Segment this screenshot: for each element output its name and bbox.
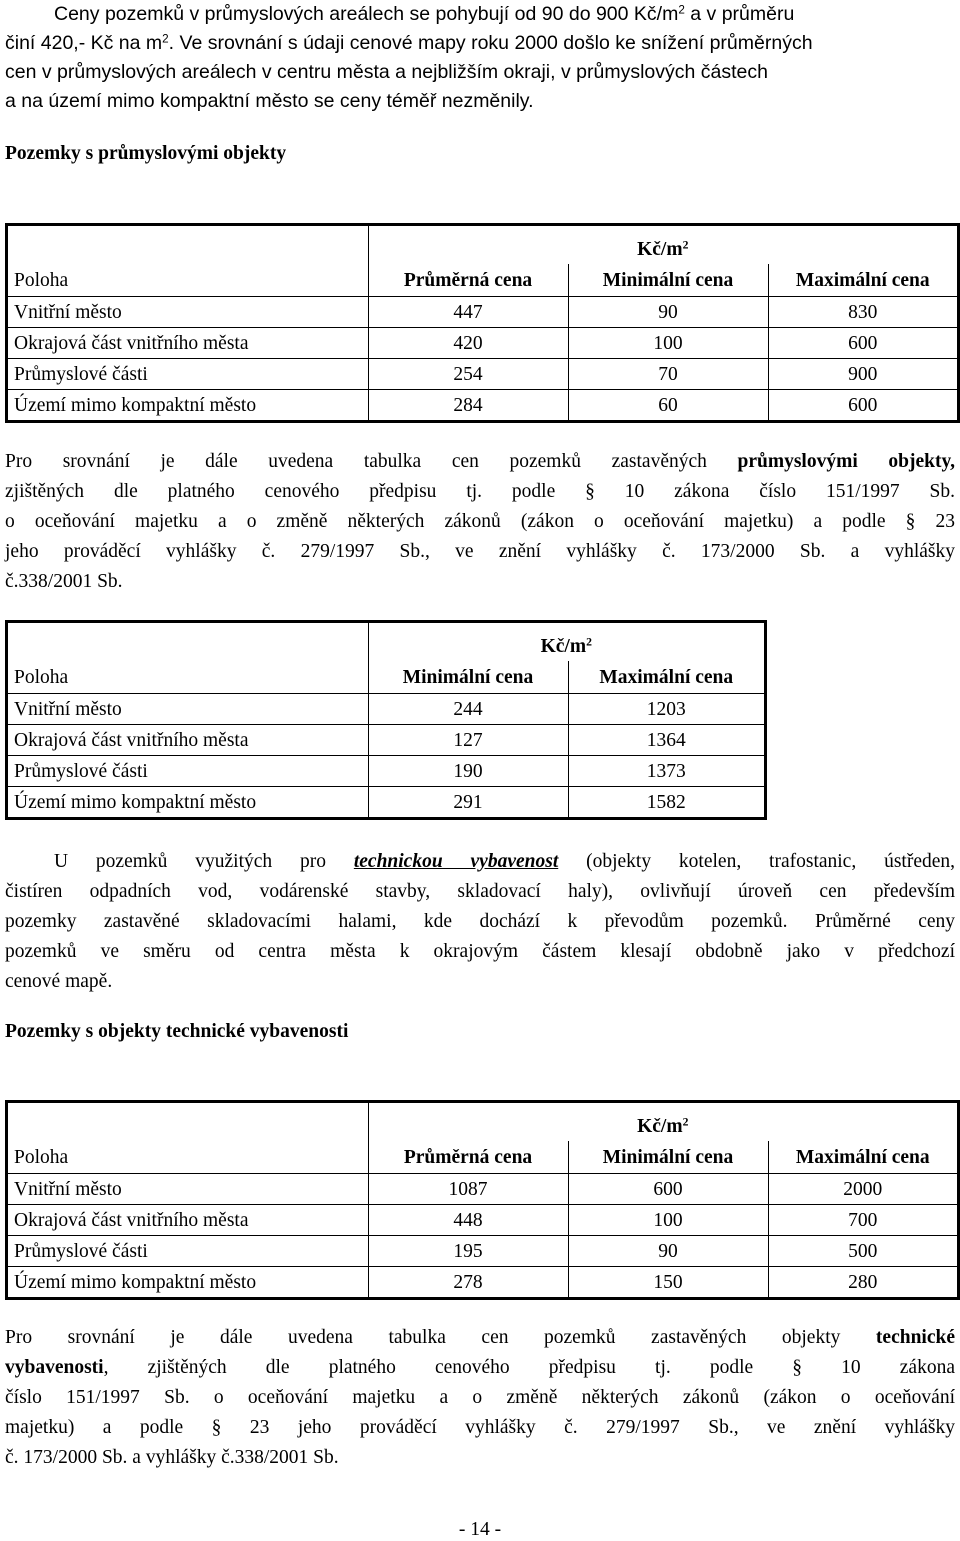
para2-line-2: zjištěných dle platného cenového předpisu tj. podle § 10 zákona číslo 151/1997 Sb. — [5, 481, 955, 502]
table-row — [8, 297, 957, 328]
para3-line-2: čistíren odpadních vod, vodárenské stavby, skladovací haly), ovlivňují úroveň cen především — [5, 881, 955, 902]
cell-location: Vnitřní město — [8, 297, 368, 328]
table-row — [8, 1236, 957, 1267]
cell-max: 1364 — [568, 725, 764, 756]
cell-location: Průmyslové části — [8, 359, 368, 390]
cell-max: 280 — [768, 1267, 957, 1298]
col-header-min: Minimální cena — [368, 661, 568, 694]
col-header-min: Minimální cena — [568, 1141, 768, 1174]
cell-avg: 1087 — [368, 1174, 568, 1205]
table-row — [8, 694, 764, 725]
para3-line-4: pozemků ve směru od centra města k okrajovým částem klesají obdobně jako v předchozí — [5, 941, 955, 962]
col-header-max: Maximální cena — [795, 269, 930, 291]
cell-max: 700 — [768, 1205, 957, 1236]
unit-header: $Kč/m^2$ — [637, 1115, 689, 1137]
cell-max: 830 — [768, 297, 957, 328]
table-industrial-regulated — [5, 620, 767, 820]
cell-location: Území mimo kompaktní město — [8, 1267, 368, 1298]
col-header-location: Poloha — [8, 264, 368, 297]
page-number: - 14 - — [458, 1519, 502, 1540]
cell-location: Okrajová část vnitřního města — [8, 328, 368, 359]
technical-paragraph — [5, 847, 955, 997]
table-industrial — [5, 223, 960, 423]
intro-paragraph — [5, 0, 955, 116]
cell-max: 2000 — [768, 1174, 957, 1205]
para2-line-5: č.338/2001 Sb. — [5, 571, 123, 592]
cell-max: 1203 — [568, 694, 764, 725]
table-row — [8, 359, 957, 390]
cell-location: Průmyslové části — [8, 756, 368, 787]
cell-max: 600 — [768, 390, 957, 421]
cell-location: Okrajová část vnitřního města — [8, 725, 368, 756]
unit-header: $Kč/m^2$ — [540, 635, 592, 657]
col-header-max: Maximální cena — [599, 666, 734, 688]
cell-min: 90 — [568, 297, 768, 328]
table-row — [8, 1267, 957, 1298]
table-row — [8, 1205, 957, 1236]
comparison-paragraph-industrial — [5, 447, 955, 597]
para3-line-3: pozemky zastavěné skladovacími halami, kde dochází k převodům pozemků. Průměrné ceny — [5, 911, 955, 932]
intro-line-4: a na území mimo kompaktní město se ceny téměř nezměnily. — [5, 90, 534, 112]
cell-max: 1373 — [568, 756, 764, 787]
table-row — [8, 1174, 957, 1205]
para4-line-1: Pro srovnání je dále uvedena tabulka cen pozemků zastavěných objekty technické — [5, 1327, 955, 1348]
cell-location: Průmyslové části — [8, 1236, 368, 1267]
para3-line-1: U pozemků využitých pro technickou vybavenost (objekty kotelen, trafostanic, ústředen, — [54, 851, 955, 872]
heading-industrial: Pozemky s průmyslovými objekty — [5, 143, 287, 164]
cell-avg: 195 — [368, 1236, 568, 1267]
para4-line-3: číslo 151/1997 Sb. o oceňování majetku a o změně některých zákonů (zákon o oceňování — [5, 1387, 955, 1408]
cell-min: 100 — [568, 328, 768, 359]
cell-max: 600 — [768, 328, 957, 359]
cell-location: Území mimo kompaktní město — [8, 390, 368, 421]
para4-line-2: vybavenosti, zjištěných dle platného cenového předpisu tj. podle § 10 zákona — [5, 1357, 955, 1378]
cell-location: Vnitřní město — [8, 694, 368, 725]
cell-location: Vnitřní město — [8, 1174, 368, 1205]
table-row — [8, 390, 957, 421]
cell-location: Území mimo kompaktní město — [8, 787, 368, 818]
table-row — [8, 756, 764, 787]
para4-line-4: majetku) a podle § 23 jeho prováděcí vyhlášky č. 279/1997 Sb., ve znění vyhlášky — [5, 1417, 955, 1438]
comparison-paragraph-technical — [5, 1323, 955, 1473]
cell-min: 90 — [568, 1236, 768, 1267]
cell-avg: 284 — [368, 390, 568, 421]
cell-min: 127 — [368, 725, 568, 756]
heading-technical: Pozemky s objekty technické vybavenosti — [5, 1021, 349, 1042]
cell-max: 1582 — [568, 787, 764, 818]
cell-avg: 448 — [368, 1205, 568, 1236]
cell-min: 244 — [368, 694, 568, 725]
intro-line-3: cen v průmyslových areálech v centru města a nejbližším okraji, v průmyslových částech — [5, 61, 768, 83]
cell-avg: 278 — [368, 1267, 568, 1298]
para2-line-4: jeho prováděcí vyhlášky č. 279/1997 Sb., ve znění vyhlášky č. 173/2000 Sb. a vyhlášky — [5, 541, 955, 562]
col-header-location: Poloha — [8, 661, 368, 694]
cell-min: 100 — [568, 1205, 768, 1236]
cell-min: 60 — [568, 390, 768, 421]
col-header-min: Minimální cena — [568, 264, 768, 297]
cell-avg: 420 — [368, 328, 568, 359]
cell-avg: 254 — [368, 359, 568, 390]
para3-line-5: cenové mapě. — [5, 971, 113, 992]
cell-min: 190 — [368, 756, 568, 787]
table-row — [8, 725, 764, 756]
table-technical — [5, 1100, 960, 1300]
para2-line-1: Pro srovnání je dále uvedena tabulka cen pozemků zastavěných průmyslovými objekty, — [5, 451, 956, 472]
para4-line-5: č. 173/2000 Sb. a vyhlášky č.338/2001 Sb. — [5, 1447, 339, 1468]
table-row — [8, 328, 957, 359]
cell-min: 291 — [368, 787, 568, 818]
para2-line-3: o oceňování majetku a o změně některých zákonů (zákon o oceňování majetku) a podle § 23 — [5, 511, 955, 532]
col-header-location: Poloha — [8, 1141, 368, 1174]
cell-max: 900 — [768, 359, 957, 390]
cell-avg: 447 — [368, 297, 568, 328]
cell-max: 500 — [768, 1236, 957, 1267]
intro-line-2: činí 420,- Kč na $m^2$. Ve srovnání s údaji cenové mapy roku 2000 došlo ke snížení průměrných — [5, 32, 813, 54]
cell-min: 70 — [568, 359, 768, 390]
col-header-avg: Průměrná cena — [368, 264, 568, 297]
cell-location: Okrajová část vnitřního města — [8, 1205, 368, 1236]
cell-min: 600 — [568, 1174, 768, 1205]
intro-line-1: Ceny pozemků v průmyslových areálech se pohybují od 90 do 900 $Kč/m^2$ a v průměru — [54, 3, 795, 25]
cell-min: 150 — [568, 1267, 768, 1298]
unit-header: $Kč/m^2$ — [637, 238, 689, 260]
col-header-avg: Průměrná cena — [368, 1141, 568, 1174]
col-header-max: Maximální cena — [795, 1146, 930, 1168]
table-row — [8, 787, 764, 818]
